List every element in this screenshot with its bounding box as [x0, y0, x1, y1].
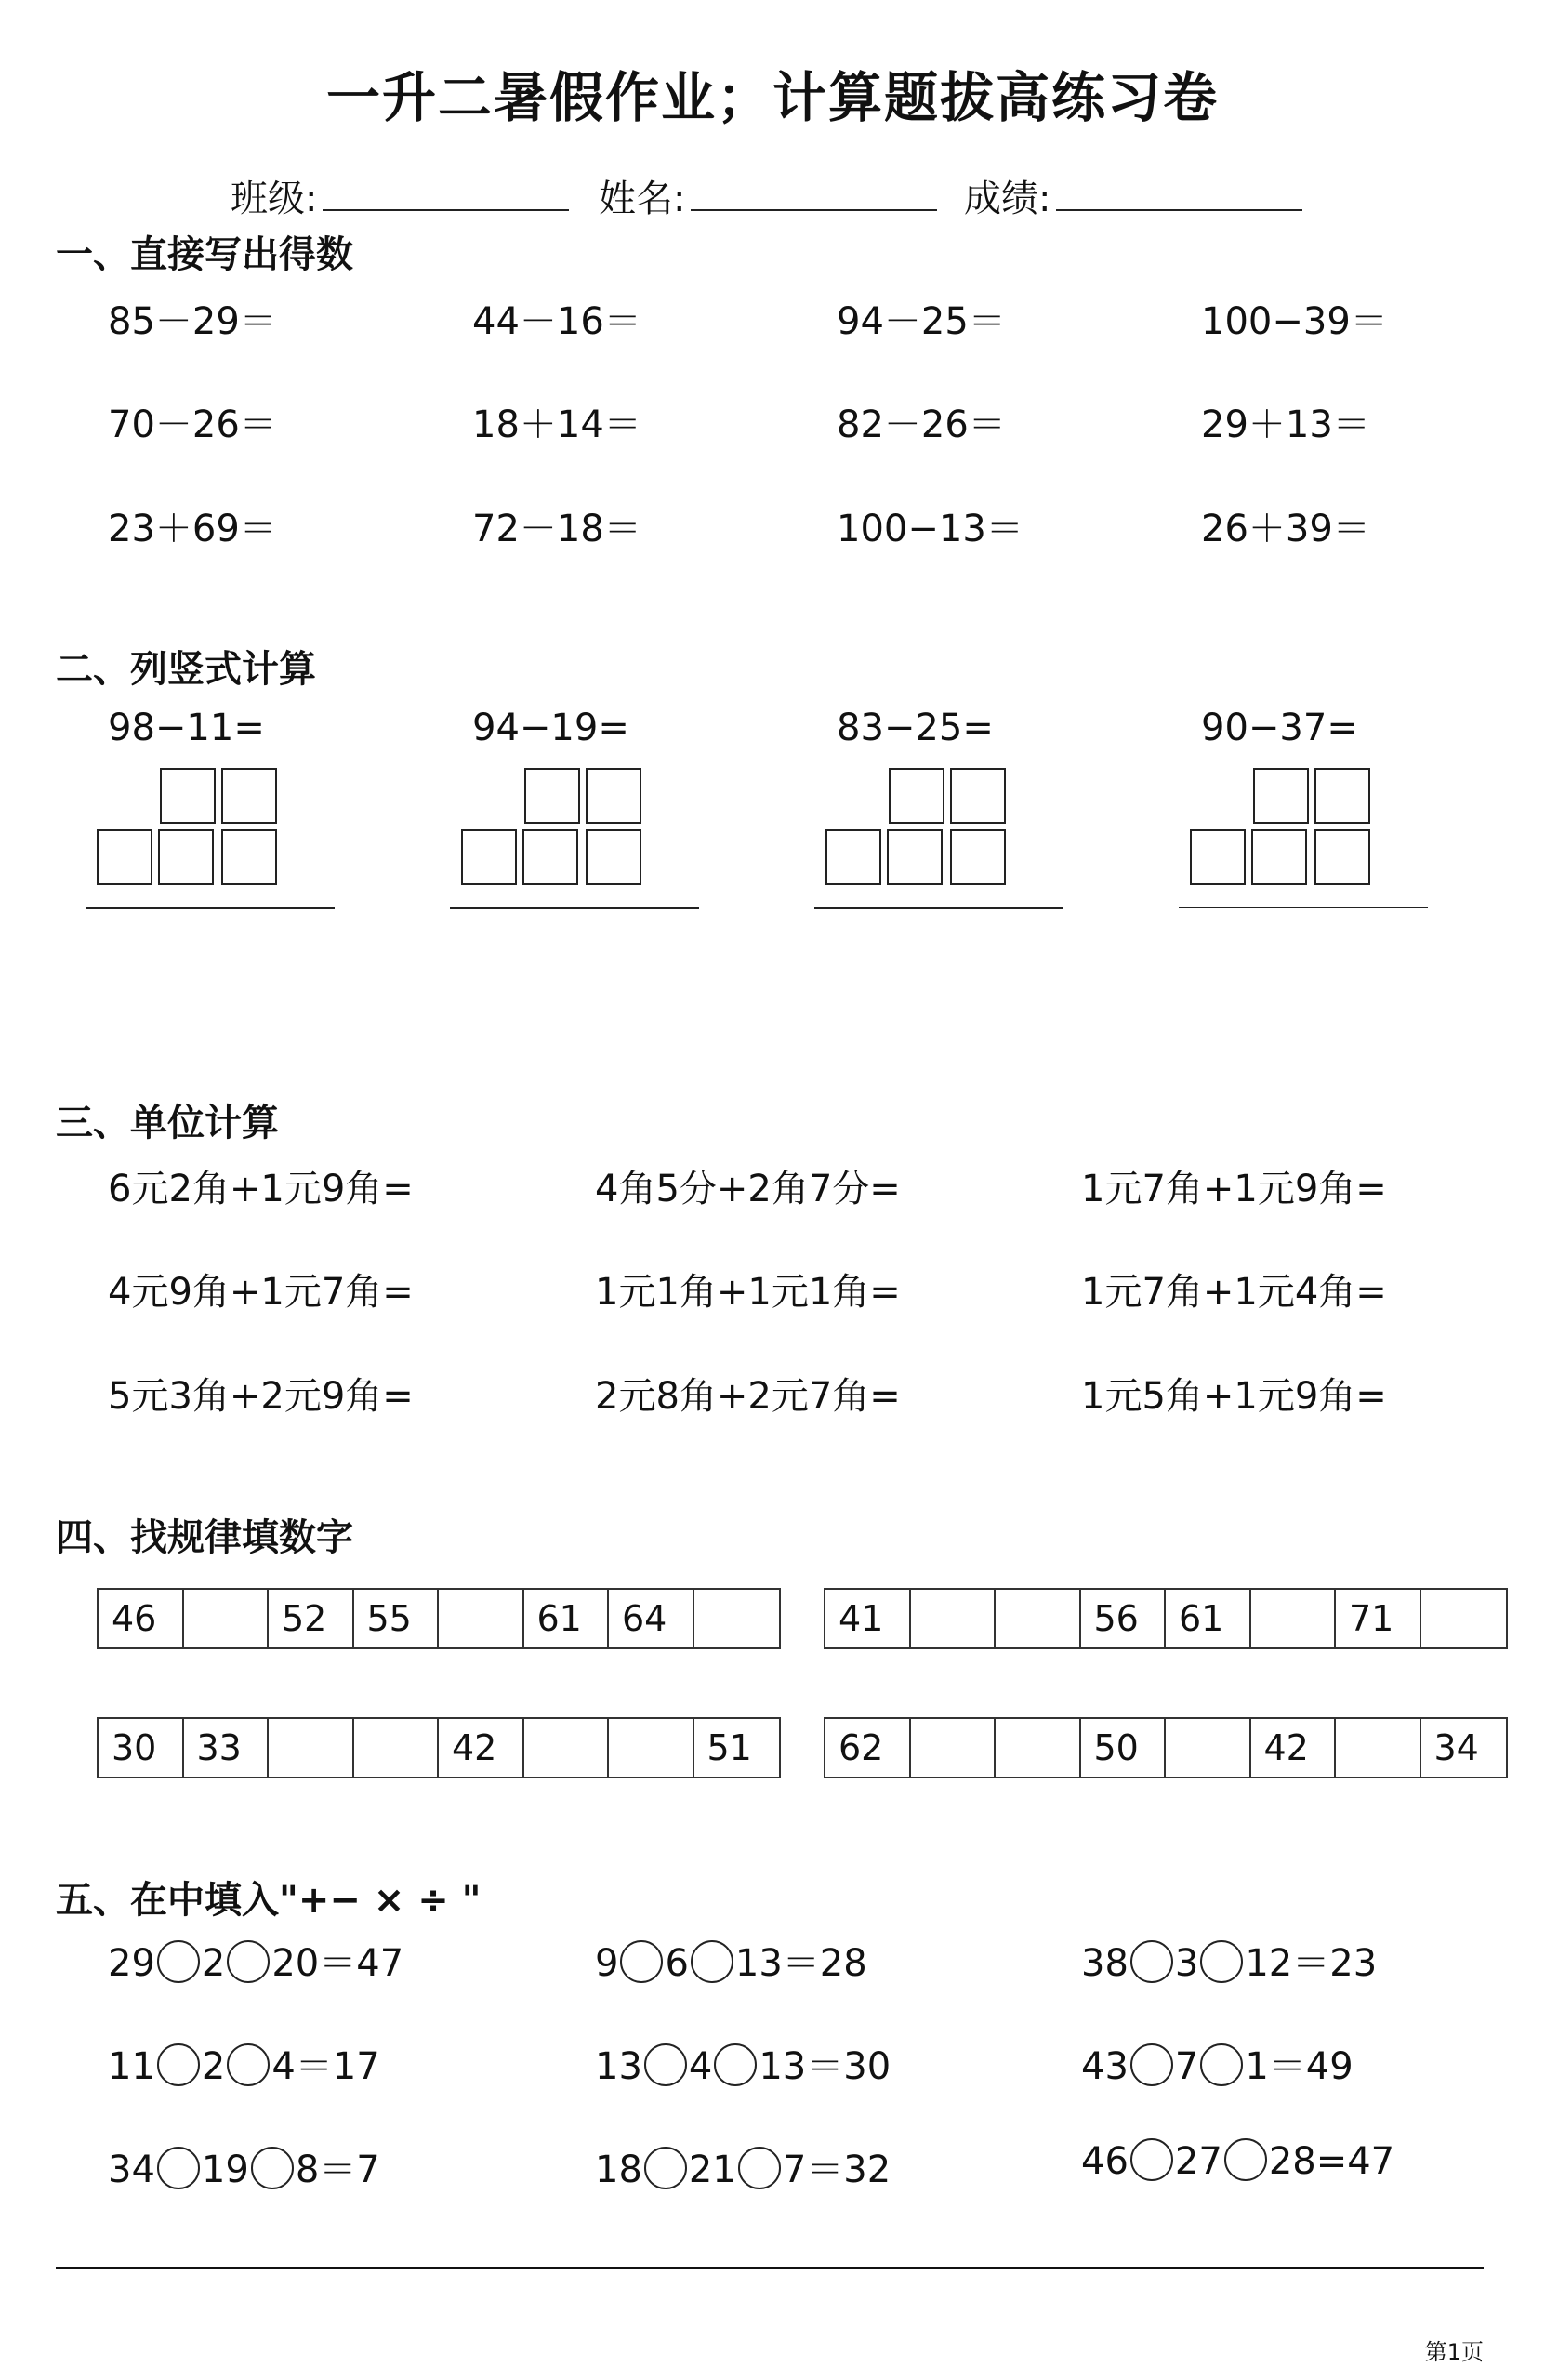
unit-problem: 4元9角+1元7角= [108, 1271, 414, 1314]
sequence-cell: 56 [1081, 1590, 1167, 1647]
sequence-cell: 52 [269, 1590, 354, 1647]
sequence-strip [824, 1717, 1508, 1778]
problem: 100−13＝ [837, 508, 1023, 550]
operator-equation [108, 2037, 380, 2090]
sequence-cell: 30 [99, 1719, 184, 1777]
answer-box[interactable] [1190, 829, 1246, 885]
sequence-cell[interactable] [911, 1719, 997, 1777]
unit-problem: 1元5角+1元9角= [1081, 1375, 1387, 1418]
answer-box[interactable] [1253, 768, 1309, 824]
operator-circle[interactable] [1200, 1940, 1243, 1983]
answer-box[interactable] [97, 829, 152, 885]
score-field [964, 169, 1302, 222]
sequence-cell: 46 [99, 1590, 184, 1647]
sequence-cell[interactable] [996, 1719, 1081, 1777]
sequence-cell: 34 [1433, 1727, 1479, 1768]
problem: 23＋69＝ [108, 508, 277, 550]
answer-box[interactable] [221, 829, 277, 885]
unit-problem: 1元1角+1元1角= [595, 1271, 901, 1314]
answer-box[interactable] [887, 829, 943, 885]
operator-equation [595, 2140, 891, 2193]
equation-term: 3 [1174, 1942, 1199, 1985]
answer-box[interactable] [1314, 829, 1370, 885]
sequence-cell[interactable] [269, 1719, 354, 1777]
problem: 29＋13＝ [1201, 403, 1370, 446]
operator-circle[interactable] [227, 1940, 270, 1983]
problem: 82－26＝ [837, 403, 1006, 446]
unit-problem: 1元7角+1元4角= [1081, 1271, 1387, 1314]
operator-circle[interactable] [738, 2147, 781, 2189]
equation-result: 8＝7 [295, 2149, 380, 2191]
answer-box[interactable] [586, 768, 641, 824]
operator-circle[interactable] [157, 1940, 200, 1983]
unit-problem: 2元8角+2元7角= [595, 1375, 901, 1418]
sequence-cell[interactable] [1166, 1719, 1251, 1777]
answer-line [1179, 907, 1428, 908]
operator-circle[interactable] [714, 2043, 757, 2086]
answer-box[interactable] [461, 829, 517, 885]
equation-term: 13 [595, 2045, 642, 2088]
sequence-cell: 55 [354, 1590, 440, 1647]
answer-line [450, 907, 699, 909]
equation-result: 13＝30 [759, 2045, 891, 2088]
sequence-cell[interactable] [694, 1590, 780, 1647]
sequence-cell[interactable] [354, 1719, 440, 1777]
answer-box[interactable] [522, 829, 578, 885]
equation-term: 43 [1081, 2045, 1129, 2088]
answer-box[interactable] [586, 829, 641, 885]
sequence-cell: 71 [1336, 1590, 1421, 1647]
equation-term: 27 [1174, 2140, 1222, 2183]
operator-equation [108, 2140, 380, 2193]
operator-circle[interactable] [227, 2043, 270, 2086]
equation-term: 11 [108, 2045, 155, 2088]
problem: 72－18＝ [472, 508, 641, 550]
equation-term: 2 [201, 1942, 226, 1985]
operator-circle[interactable] [1130, 2043, 1173, 2086]
score-blank[interactable] [1056, 172, 1302, 211]
unit-problem: 4角5分+2角7分= [595, 1168, 901, 1210]
sequence-cell: 62 [825, 1719, 911, 1777]
equation-term: 34 [108, 2149, 155, 2191]
equation-term: 7 [1174, 2045, 1199, 2088]
answer-box[interactable] [825, 829, 881, 885]
operator-circle[interactable] [620, 1940, 663, 1983]
operator-circle[interactable] [1130, 2138, 1173, 2181]
problem: 100−39＝ [1201, 300, 1388, 343]
problem: 94－25＝ [837, 300, 1006, 343]
equation-term: 19 [201, 2149, 249, 2191]
equation-result: 28=47 [1268, 2140, 1395, 2183]
equation-term: 6 [665, 1942, 689, 1985]
problem: 85－29＝ [108, 300, 277, 343]
equation-result: 12＝23 [1245, 1942, 1378, 1985]
answer-box[interactable] [158, 829, 214, 885]
sequence-cell[interactable] [911, 1590, 997, 1647]
equation-result: 13＝28 [734, 1942, 867, 1985]
sequence-strip [97, 1588, 781, 1649]
operator-equation [1081, 1934, 1377, 1987]
problem: 44－16＝ [472, 300, 641, 343]
operator-equation [595, 2037, 891, 2090]
answer-line [86, 907, 335, 909]
sequence-strip [97, 1717, 781, 1778]
operator-circle[interactable] [251, 2147, 294, 2189]
class-label: 班级: [231, 178, 318, 220]
operator-circle[interactable] [157, 2043, 200, 2086]
answer-box[interactable] [1314, 768, 1370, 824]
equation-result: 7＝32 [782, 2149, 891, 2191]
answer-box[interactable] [221, 768, 277, 824]
operator-circle[interactable] [644, 2043, 687, 2086]
name-label: 姓名: [599, 178, 686, 220]
operator-circle[interactable] [691, 1940, 733, 1983]
score-label: 成绩: [964, 178, 1051, 220]
sequence-cell[interactable] [996, 1590, 1081, 1647]
sequence-cell[interactable] [1251, 1590, 1337, 1647]
equation-result: 20＝47 [271, 1942, 404, 1985]
equation-term: 18 [595, 2149, 642, 2191]
sequence-strip [824, 1588, 1508, 1649]
name-field [599, 169, 937, 222]
name-blank[interactable] [691, 172, 937, 211]
answer-box[interactable] [1251, 829, 1307, 885]
sequence-cell[interactable] [439, 1590, 524, 1647]
sequence-cell: 61 [524, 1590, 610, 1647]
operator-equation [1081, 2140, 1394, 2185]
vertical-problem: 90−37= [1201, 707, 1358, 749]
equation-term: 38 [1081, 1942, 1129, 1985]
equation-result: 4＝17 [271, 2045, 380, 2088]
class-field [231, 169, 569, 222]
operator-circle[interactable] [1130, 1940, 1173, 1983]
sequence-cell[interactable] [1421, 1590, 1507, 1647]
section3-heading: 三、单位计算 [56, 1102, 279, 1144]
answer-box[interactable] [160, 768, 216, 824]
problem: 70－26＝ [108, 403, 277, 446]
operator-circle[interactable] [644, 2147, 687, 2189]
equation-result: 1＝49 [1245, 2045, 1354, 2088]
sequence-cell[interactable] [609, 1719, 694, 1777]
equation-term: 21 [688, 2149, 736, 2191]
section2-heading: 二、列竖式计算 [56, 648, 316, 691]
section4-heading: 四、找规律填数字 [56, 1516, 353, 1559]
operator-circle[interactable] [157, 2147, 200, 2189]
page-title: 一升二暑假作业；计算题拔高练习卷 [325, 66, 1219, 129]
equation-term: 46 [1081, 2140, 1129, 2183]
page-number: 第1页 [1424, 2339, 1484, 2365]
answer-box[interactable] [889, 768, 944, 824]
sequence-cell: 51 [706, 1727, 752, 1768]
answer-line [814, 907, 1063, 909]
equation-term: 4 [688, 2045, 713, 2088]
sequence-cell: 41 [825, 1590, 911, 1647]
sequence-cell: 42 [439, 1719, 524, 1777]
operator-equation [595, 1934, 867, 1987]
unit-problem: 6元2角+1元9角= [108, 1168, 414, 1210]
sequence-cell: 64 [609, 1590, 694, 1647]
problem: 18＋14＝ [472, 403, 641, 446]
answer-box[interactable] [950, 768, 1006, 824]
equation-term: 29 [108, 1942, 155, 1985]
sequence-cell: 33 [184, 1719, 270, 1777]
class-blank[interactable] [323, 172, 569, 211]
vertical-problem: 83−25= [837, 707, 994, 749]
equation-term: 2 [201, 2045, 226, 2088]
section1-heading: 一、直接写出得数 [56, 233, 353, 276]
operator-circle[interactable] [1200, 2043, 1243, 2086]
unit-problem: 1元7角+1元9角= [1081, 1168, 1387, 1210]
operator-circle[interactable] [1224, 2138, 1267, 2181]
footer-divider [56, 2267, 1484, 2269]
problem: 26＋39＝ [1201, 508, 1370, 550]
sequence-cell: 61 [1166, 1590, 1251, 1647]
sequence-cell[interactable] [1336, 1719, 1421, 1777]
sequence-cell[interactable] [184, 1590, 270, 1647]
sequence-cell: 50 [1081, 1719, 1167, 1777]
answer-box[interactable] [524, 768, 580, 824]
vertical-problem: 94−19= [472, 707, 629, 749]
section5-heading: 五、在中填入"+− × ÷ " [56, 1879, 482, 1922]
equation-term: 9 [595, 1942, 619, 1985]
operator-equation [1081, 2037, 1354, 2090]
operator-equation [108, 1934, 403, 1987]
sequence-cell[interactable] [524, 1719, 610, 1777]
answer-box[interactable] [950, 829, 1006, 885]
vertical-problem: 98−11= [108, 707, 265, 749]
unit-problem: 5元3角+2元9角= [108, 1375, 414, 1418]
sequence-cell: 42 [1251, 1719, 1337, 1777]
